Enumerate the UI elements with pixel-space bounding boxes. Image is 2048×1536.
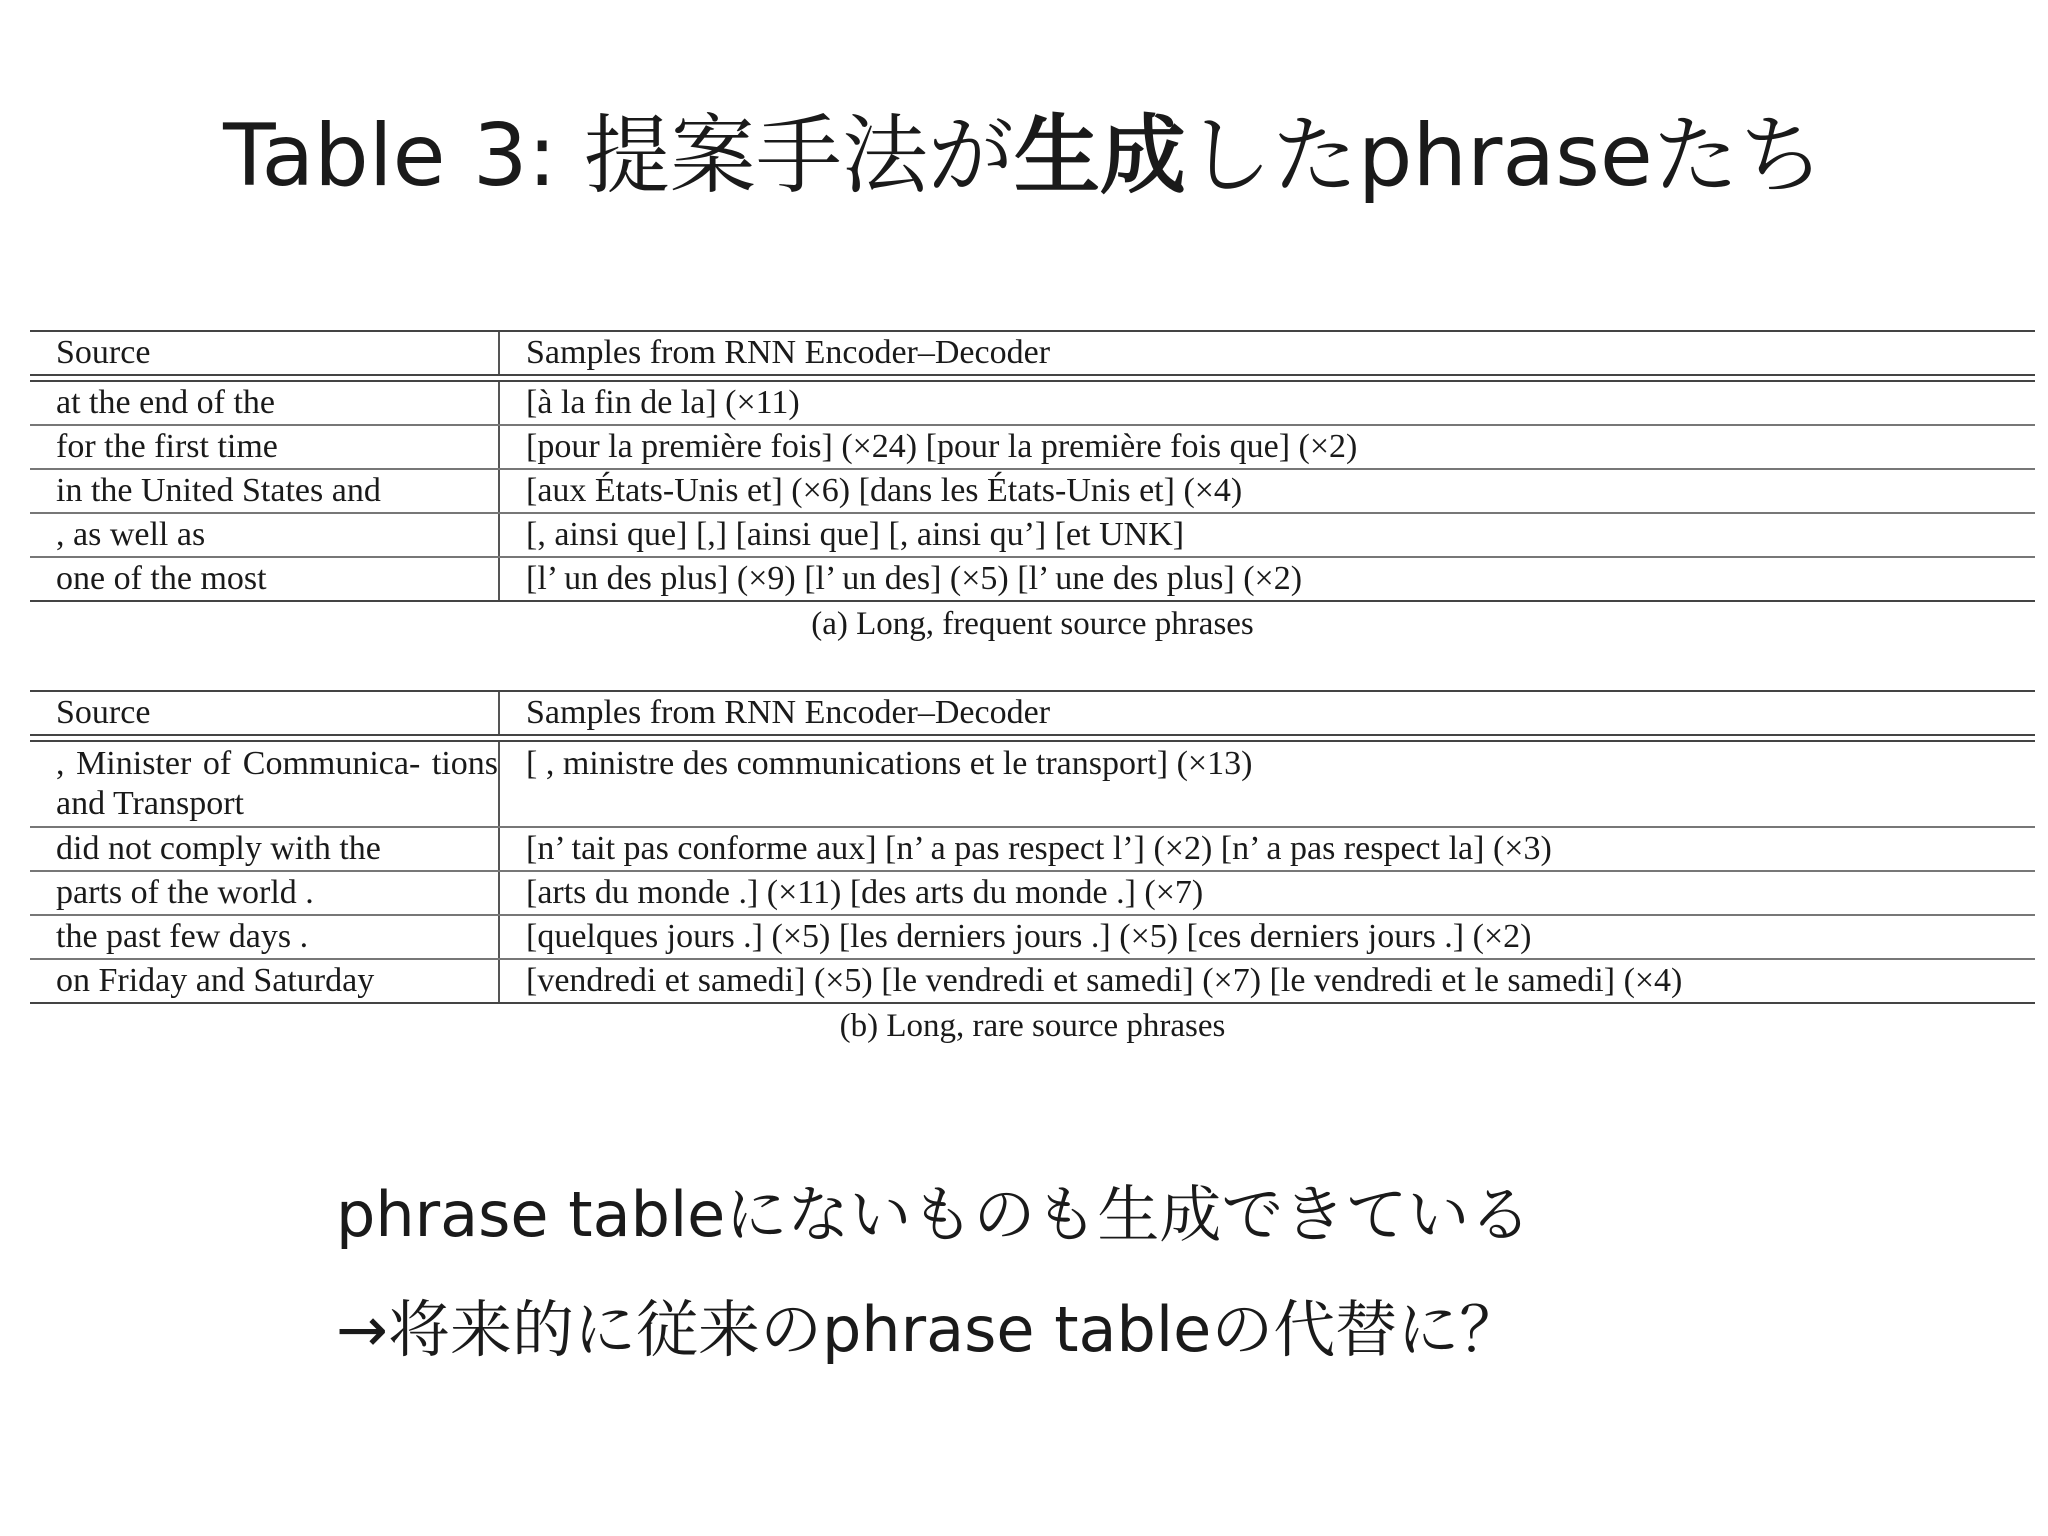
table-caption: (b) Long, rare source phrases [839,1008,1226,1044]
source-cell: at the end of the [30,382,500,424]
slide-title [0,104,2048,208]
samples-cell: [l’ un des plus] (×9) [l’ un des] (×5) [l’ une des plus] (×2) [526,560,1303,597]
samples-cell: [vendredi et samedi] (×5) [le vendredi et samedi] (×7) [le vendredi et le samedi] (×4) [526,962,1683,999]
samples-cell: [quelques jours .] (×5) [les derniers jours .] (×5) [ces derniers jours .] (×2) [526,918,1532,955]
samples-cell: [à la fin de la] (×11) [526,384,800,421]
table-row [30,468,2035,512]
table-row [30,556,2035,600]
samples-cell: [n’ tait pas conforme aux] [n’ a pas respect l’] (×2) [n’ a pas respect la] (×3) [526,830,1552,867]
source-cell: , as well as [30,514,500,556]
source-cell: , Minister of Communica- tions and Transport [30,742,500,826]
title-bold: 生成 [1013,106,1186,206]
table-caption: (a) Long, frequent source phrases [811,606,1254,642]
table-header-row [30,692,2035,734]
source-cell: one of the most [30,558,500,600]
header-source: Source [30,332,500,374]
source-cell: for the first time [30,426,500,468]
table-row [30,870,2035,914]
source-cell: on Friday and Saturday [30,960,500,1002]
samples-cell: [arts du monde .] (×11) [des arts du monde .] (×7) [526,874,1204,911]
samples-cell: [, ainsi que] [,] [ainsi que] [, ainsi qu’] [et UNK] [526,516,1185,553]
source-cell: did not comply with the [30,828,500,870]
table-a [30,330,2035,646]
table-row [30,512,2035,556]
title-suffix: したphraseたち [1185,106,1825,206]
samples-cell: [aux États-Unis et] (×6) [dans les États-Unis et] (×4) [526,472,1243,509]
source-cell: parts of the world . [30,872,500,914]
table-row [30,826,2035,870]
header-samples: Samples from RNN Encoder–Decoder [526,694,1051,731]
conclusion-line-1: phrase tableにないものも生成できている [336,1178,1532,1251]
table-header-row [30,332,2035,374]
table-row [30,424,2035,468]
table-b [30,690,2035,1048]
header-double-rule [30,374,2035,382]
table-row [30,914,2035,958]
samples-cell: [ , ministre des communications et le transport] (×13) [526,745,1253,782]
header-samples: Samples from RNN Encoder–Decoder [526,334,1051,371]
header-double-rule [30,734,2035,742]
conclusion-line-2: →将来的に従来のphrase tableの代替に？ [336,1293,1522,1366]
table-row [30,742,2035,826]
source-cell: the past few days . [30,916,500,958]
table-row [30,958,2035,1002]
header-source: Source [30,692,500,734]
title-prefix: Table 3: 提案手法が [223,106,1014,206]
samples-cell: [pour la première fois] (×24) [pour la première fois que] (×2) [526,428,1358,465]
table-row [30,382,2035,424]
source-cell: in the United States and [30,470,500,512]
